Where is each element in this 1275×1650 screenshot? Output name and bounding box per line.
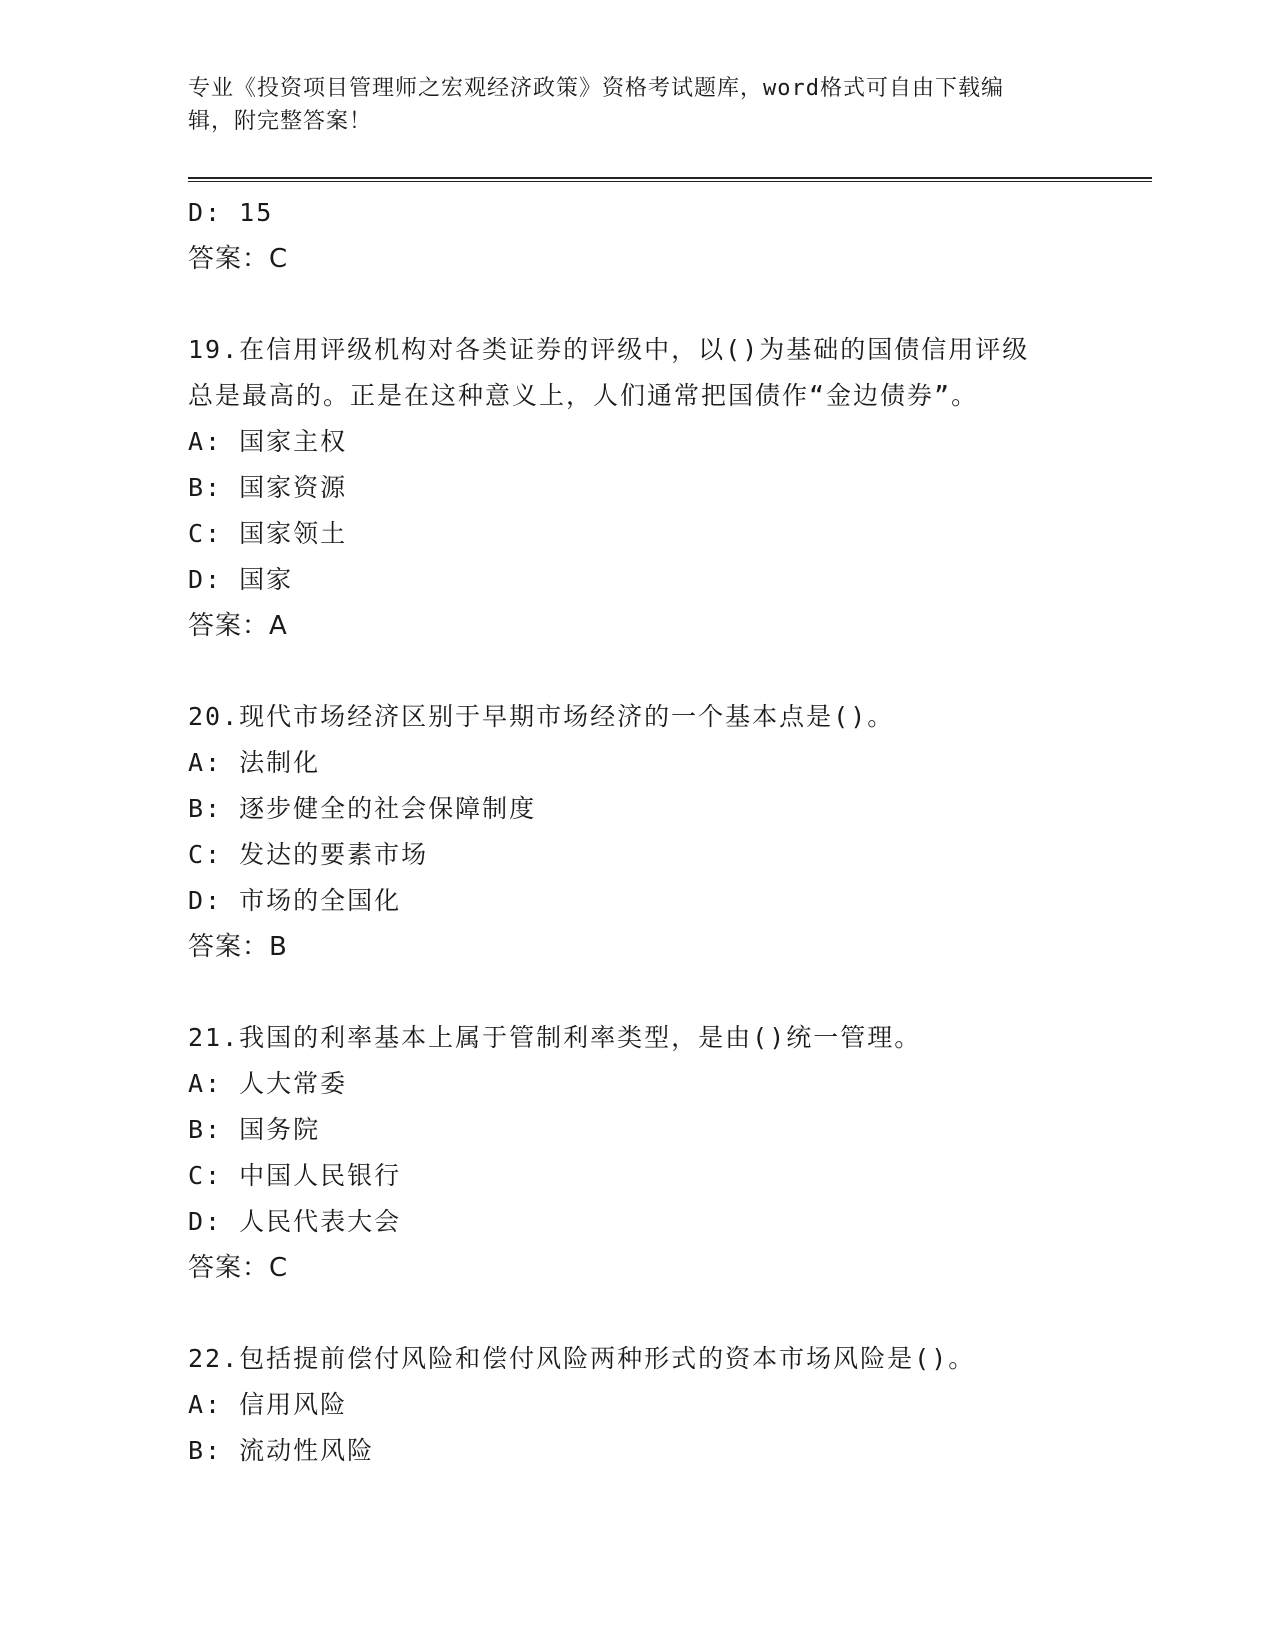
question-stem-continued: 总是最高的。正是在这种意义上，人们通常把国债作“金边债券”。 (188, 381, 979, 410)
option-d: D: 国家 (188, 565, 294, 594)
page-header (188, 72, 1068, 138)
option-a: A: 国家主权 (188, 427, 348, 456)
option-a: A: 法制化 (188, 748, 321, 777)
spacer (188, 1291, 1088, 1336)
option-b: B: 逐步健全的社会保障制度 (188, 794, 537, 823)
question-list (188, 190, 1088, 1474)
header-line-2: 辑，附完整答案！ (188, 109, 373, 134)
option-a: A: 信用风险 (188, 1390, 348, 1419)
question-22 (188, 1336, 1088, 1474)
option-a: A: 人大常委 (188, 1069, 348, 1098)
question-19 (188, 327, 1088, 649)
header-divider (188, 177, 1152, 182)
spacer (188, 282, 1088, 327)
answer-line: 答案：C (188, 1253, 289, 1283)
answer-line: 答案：C (188, 244, 289, 274)
option-c: C: 中国人民银行 (188, 1161, 402, 1190)
option-c: C: 国家领土 (188, 519, 348, 548)
question-stem: 22.包括提前偿付风险和偿付风险两种形式的资本市场风险是()。 (188, 1344, 976, 1373)
option-d: D: 人民代表大会 (188, 1207, 402, 1236)
option-b: B: 国家资源 (188, 473, 348, 502)
option-c: C: 发达的要素市场 (188, 840, 429, 869)
header-line-1: 专业《投资项目管理师之宏观经济政策》资格考试题库，word格式可自由下载编 (188, 76, 1004, 101)
spacer (188, 970, 1088, 1015)
question-stem: 19.在信用评级机构对各类证券的评级中，以()为基础的国债信用评级 (188, 335, 1030, 364)
option-b: B: 国务院 (188, 1115, 321, 1144)
option-d: D: 15 (188, 198, 274, 227)
question-20 (188, 694, 1088, 970)
question-stem: 21.我国的利率基本上属于管制利率类型，是由()统一管理。 (188, 1023, 922, 1052)
question-stem: 20.现代市场经济区别于早期市场经济的一个基本点是()。 (188, 702, 895, 731)
answer-line: 答案：A (188, 611, 288, 641)
answer-line: 答案：B (188, 932, 288, 962)
question-21 (188, 1015, 1088, 1291)
option-d: D: 市场的全国化 (188, 886, 402, 915)
spacer (188, 649, 1088, 694)
option-b: B: 流动性风险 (188, 1436, 375, 1465)
